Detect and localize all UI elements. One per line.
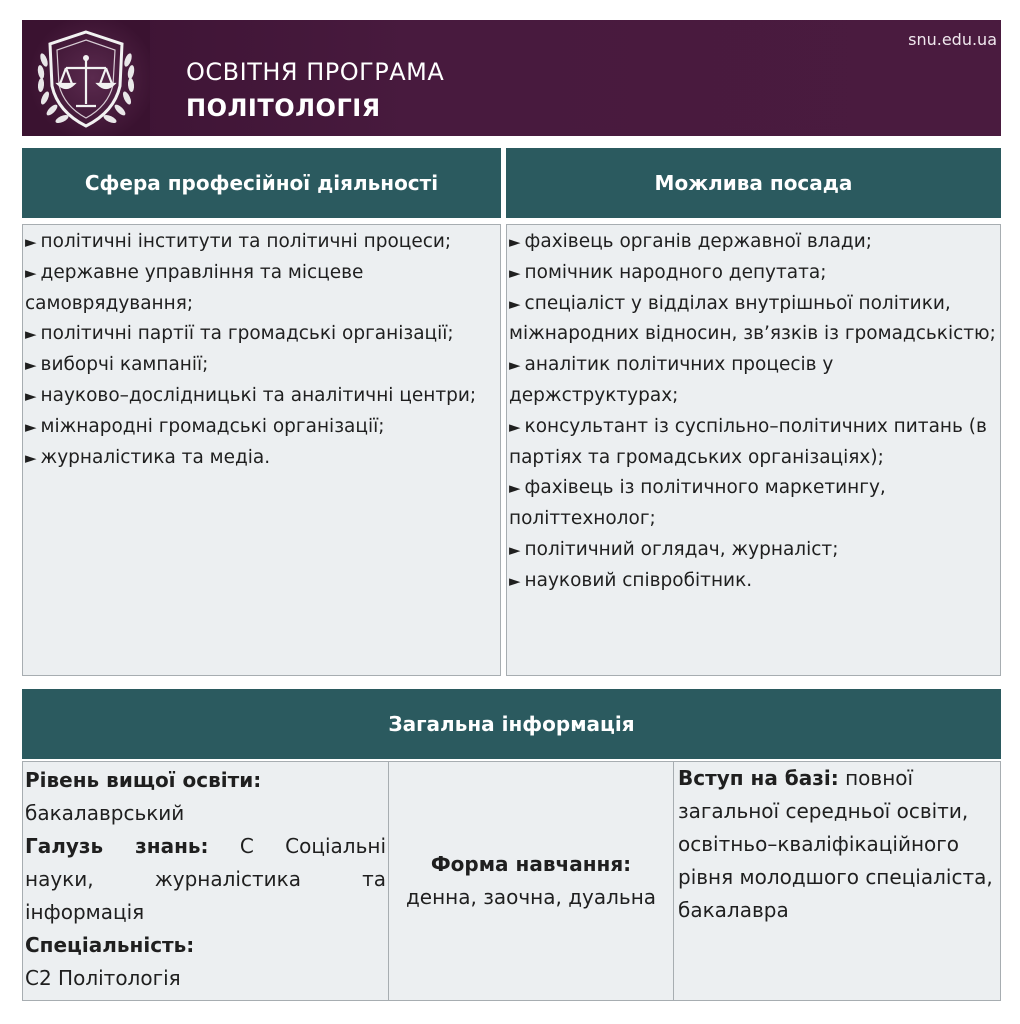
specialty-value: C2 Політологія bbox=[25, 966, 181, 990]
list-item bbox=[509, 350, 998, 412]
list-item bbox=[509, 258, 998, 289]
list-item bbox=[25, 412, 498, 443]
list-item bbox=[25, 381, 498, 412]
bullet-arrow-icon: ► bbox=[509, 233, 521, 251]
bullet-arrow-icon: ► bbox=[509, 263, 521, 282]
list-item-text: консультант із суспільно–політичних питань (в партіях та громадських організаціях); bbox=[509, 415, 987, 468]
header-professional-sphere bbox=[22, 148, 501, 218]
list-item bbox=[509, 412, 998, 474]
list-item-text: фахівець органів державної влади; bbox=[524, 231, 872, 252]
list-item bbox=[25, 319, 498, 350]
possible-positions-cell bbox=[506, 224, 1001, 676]
list-item-text: спеціаліст у відділах внутрішньої політики, міжнародних відносин, зв’язків із громадськістю; bbox=[509, 292, 996, 345]
education-level-value: бакалаврський bbox=[25, 801, 185, 825]
bullet-arrow-icon: ► bbox=[25, 263, 37, 282]
header-general-info bbox=[22, 689, 1001, 759]
program-title: ПОЛІТОЛОГІЯ bbox=[186, 94, 381, 122]
specialty-label: Спеціальність: bbox=[25, 933, 195, 957]
admission-basis-cell bbox=[673, 761, 1001, 1001]
study-form-value: денна, заочна, дуальна bbox=[405, 885, 657, 909]
professional-sphere-cell bbox=[22, 224, 501, 676]
list-item bbox=[25, 258, 498, 320]
list-item-text: аналітик політичних процесів у держструктурах; bbox=[509, 354, 834, 406]
list-item bbox=[25, 350, 498, 381]
site-url: snu.edu.ua bbox=[908, 30, 997, 49]
study-form-label: Форма навчання: bbox=[430, 852, 632, 876]
list-item bbox=[25, 443, 498, 474]
list-item bbox=[509, 289, 998, 351]
header-possible-positions bbox=[506, 148, 1001, 218]
list-item-text: помічник народного депутата; bbox=[524, 261, 827, 283]
list-item-text: політичні інститути та політичні процеси; bbox=[40, 231, 452, 252]
bullet-arrow-icon: ► bbox=[509, 356, 521, 375]
bullet-arrow-icon: ► bbox=[509, 571, 521, 590]
bullet-arrow-icon: ► bbox=[25, 325, 37, 344]
bullet-arrow-icon: ► bbox=[25, 448, 37, 467]
bullet-arrow-icon: ► bbox=[25, 356, 37, 375]
admission-basis bbox=[678, 762, 996, 927]
program-subtitle: ОСВІТНЯ ПРОГРАМА bbox=[186, 58, 445, 86]
bullet-arrow-icon: ► bbox=[509, 294, 521, 313]
bullet-arrow-icon: ► bbox=[509, 479, 521, 498]
field-of-knowledge bbox=[25, 830, 386, 929]
bullet-arrow-icon: ► bbox=[509, 417, 521, 436]
list-item bbox=[509, 473, 998, 535]
admission-basis-value: повної загальної середньої освіти, освітньо–кваліфікаційного рівня молодшого спеціаліста, бакалавра bbox=[678, 766, 993, 922]
list-item bbox=[509, 566, 998, 597]
field-of-knowledge-label: Галузь знань: bbox=[25, 834, 209, 858]
list-item-text: виборчі кампанії; bbox=[40, 354, 209, 376]
list-item-text: фахівець із політичного маркетингу, політтехнолог; bbox=[509, 477, 886, 530]
list-item-text: міжнародні громадські організації; bbox=[40, 415, 385, 437]
admission-basis-label: Вступ на базі: bbox=[678, 766, 839, 790]
education-level-cell bbox=[22, 761, 389, 1001]
bullet-arrow-icon: ► bbox=[25, 386, 37, 405]
field-of-knowledge-value: C Соціальні науки, журналістика та інформація bbox=[25, 834, 387, 924]
list-item bbox=[509, 535, 998, 566]
bullet-arrow-icon: ► bbox=[25, 233, 37, 251]
header-general-info-label: Загальна інформація bbox=[388, 712, 635, 736]
bullet-arrow-icon: ► bbox=[509, 540, 521, 559]
list-item-text: науковий співробітник. bbox=[524, 569, 753, 591]
list-item-text: політичний оглядач, журналіст; bbox=[524, 538, 839, 560]
list-item-text: політичні партії та громадські організації; bbox=[40, 323, 454, 345]
possible-positions-list bbox=[507, 225, 1000, 597]
header-banner bbox=[22, 20, 1001, 136]
bullet-arrow-icon: ► bbox=[25, 417, 37, 436]
scales-of-justice-icon bbox=[22, 20, 150, 136]
list-item-text: державне управління та місцеве самоврядування; bbox=[25, 261, 364, 314]
education-level-label: Рівень вищої освіти: bbox=[25, 768, 262, 792]
list-item-text: науково–дослідницькі та аналітичні центри; bbox=[40, 384, 477, 406]
university-crest bbox=[22, 20, 150, 136]
study-form-cell bbox=[388, 761, 674, 1001]
professional-sphere-list bbox=[23, 225, 500, 473]
list-item bbox=[509, 227, 998, 258]
header-possible-positions-label: Можлива посада bbox=[654, 171, 853, 195]
list-item bbox=[25, 227, 498, 258]
header-professional-sphere-label: Сфера професійної діяльності bbox=[84, 171, 439, 195]
list-item-text: журналістика та медіа. bbox=[40, 446, 271, 468]
